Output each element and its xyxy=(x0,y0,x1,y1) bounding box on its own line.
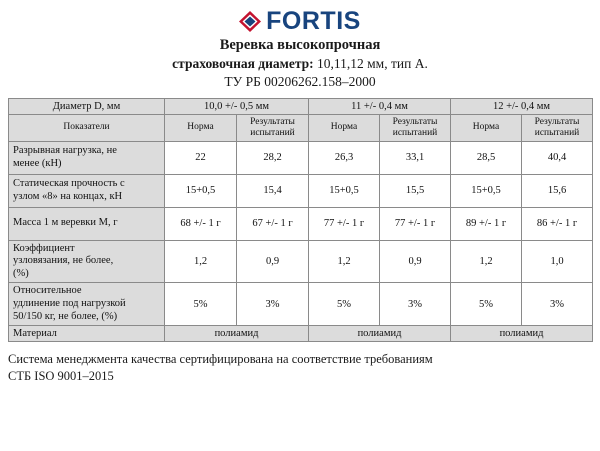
table-row xyxy=(9,240,593,283)
row-4-parameter-line1: Относительное xyxy=(13,285,82,297)
header-result-11 xyxy=(380,114,451,141)
fortis-diamond-icon xyxy=(239,11,261,32)
row-4-value-3: 3% xyxy=(380,283,451,326)
row-0-value-5: 40,4 xyxy=(522,141,593,174)
title-line-2-bold: страховочная диаметр: xyxy=(172,56,314,72)
header-indicators-label: Показатели xyxy=(9,114,165,141)
row-3-parameter-line1: Коэффициент xyxy=(13,242,75,254)
row-0-value-0: 22 xyxy=(165,141,237,174)
header-result-10-line1: Результаты xyxy=(250,116,295,127)
row-4-parameter-line3: 50/150 кг, не более, (%) xyxy=(13,310,118,322)
row-2-value-2: 77 +/- 1 г xyxy=(309,207,380,240)
row-3-parameter-line3: (%) xyxy=(13,267,29,279)
table-row-material xyxy=(9,326,593,342)
header-group-11: 11 +/- 0,4 мм xyxy=(309,98,451,114)
certification-note xyxy=(8,351,600,385)
row-1-value-0: 15+0,5 xyxy=(165,174,237,207)
row-2-value-0: 68 +/- 1 г xyxy=(165,207,237,240)
table-header-diameters xyxy=(9,98,593,114)
table-row xyxy=(9,141,593,174)
brand-name: FORTIS xyxy=(266,6,361,35)
row-1-parameter xyxy=(9,174,165,207)
header-result-11-line1: Результаты xyxy=(392,116,438,127)
row-1-value-1: 15,4 xyxy=(237,174,309,207)
document-title xyxy=(0,36,600,91)
row-1-value-5: 15,6 xyxy=(522,174,593,207)
title-line-1: Веревка высокопрочная xyxy=(219,37,381,53)
header-group-12: 12 +/- 0,4 мм xyxy=(451,98,593,114)
title-spec-code: ТУ РБ 00206262.158–2000 xyxy=(224,73,376,89)
row-4-value-1: 3% xyxy=(237,283,309,326)
row-3-value-4: 1,2 xyxy=(451,240,522,283)
material-value-10: полиамид xyxy=(165,326,309,342)
header-norm-10: Норма xyxy=(165,114,237,141)
row-0-value-1: 28,2 xyxy=(237,141,309,174)
row-2-value-1: 67 +/- 1 г xyxy=(237,207,309,240)
header-result-10-line2: испытаний xyxy=(250,127,295,138)
header-result-12-line1: Результаты xyxy=(534,116,580,127)
header-group-10: 10,0 +/- 0,5 мм xyxy=(165,98,309,114)
header-norm-11: Норма xyxy=(309,114,380,141)
row-3-value-1: 0,9 xyxy=(237,240,309,283)
certification-note-line2: СТБ ISO 9001–2015 xyxy=(8,369,114,384)
row-2-value-3: 77 +/- 1 г xyxy=(380,207,451,240)
row-4-value-0: 5% xyxy=(165,283,237,326)
certification-note-line1: Система менеджмента качества сертифицирована на соответствие требованиям xyxy=(8,352,433,367)
row-3-value-5: 1,0 xyxy=(522,240,593,283)
title-line-2 xyxy=(0,55,600,73)
row-1-parameter-line1: Статическая прочность с xyxy=(13,178,125,189)
brand-logo xyxy=(0,6,600,36)
row-0-value-3: 33,1 xyxy=(380,141,451,174)
row-3-parameter xyxy=(9,240,165,283)
header-norm-12: Норма xyxy=(451,114,522,141)
row-0-value-2: 26,3 xyxy=(309,141,380,174)
material-value-11: полиамид xyxy=(309,326,451,342)
row-3-value-3: 0,9 xyxy=(380,240,451,283)
header-result-12-line2: испытаний xyxy=(534,127,580,138)
row-4-parameter-line2: удлинение под нагрузкой xyxy=(13,297,126,309)
table-header-columns xyxy=(9,114,593,141)
header-result-12 xyxy=(522,114,593,141)
row-3-value-0: 1,2 xyxy=(165,240,237,283)
datasheet-page xyxy=(0,6,600,451)
row-4-parameter xyxy=(9,283,165,326)
title-line-2-light: 10,11,12 мм, тип А. xyxy=(313,56,428,72)
header-diameter-label: Диаметр D, мм xyxy=(9,98,165,114)
row-1-value-4: 15+0,5 xyxy=(451,174,522,207)
row-4-value-4: 5% xyxy=(451,283,522,326)
header-result-10 xyxy=(237,114,309,141)
row-0-value-4: 28,5 xyxy=(451,141,522,174)
material-value-12: полиамид xyxy=(451,326,593,342)
table-row xyxy=(9,174,593,207)
header-result-11-line2: испытаний xyxy=(392,127,438,138)
row-2-value-5: 86 +/- 1 г xyxy=(522,207,593,240)
row-2-parameter: Масса 1 м веревки М, г xyxy=(9,207,165,240)
row-3-parameter-line2: узловязания, не более, xyxy=(13,255,114,267)
spec-table-wrapper xyxy=(8,98,592,342)
row-1-value-2: 15+0,5 xyxy=(309,174,380,207)
spec-table xyxy=(8,98,593,342)
row-1-value-3: 15,5 xyxy=(380,174,451,207)
material-label: Материал xyxy=(9,326,165,342)
row-0-parameter xyxy=(9,141,165,174)
row-0-parameter-line1: Разрывная нагрузка, не xyxy=(13,145,117,156)
row-0-parameter-line2: менее (кН) xyxy=(13,157,62,169)
row-4-value-5: 3% xyxy=(522,283,593,326)
row-1-parameter-line2: узлом «8» на концах, кН xyxy=(13,190,123,202)
row-3-value-2: 1,2 xyxy=(309,240,380,283)
row-2-value-4: 89 +/- 1 г xyxy=(451,207,522,240)
table-row xyxy=(9,283,593,326)
table-row xyxy=(9,207,593,240)
row-4-value-2: 5% xyxy=(309,283,380,326)
